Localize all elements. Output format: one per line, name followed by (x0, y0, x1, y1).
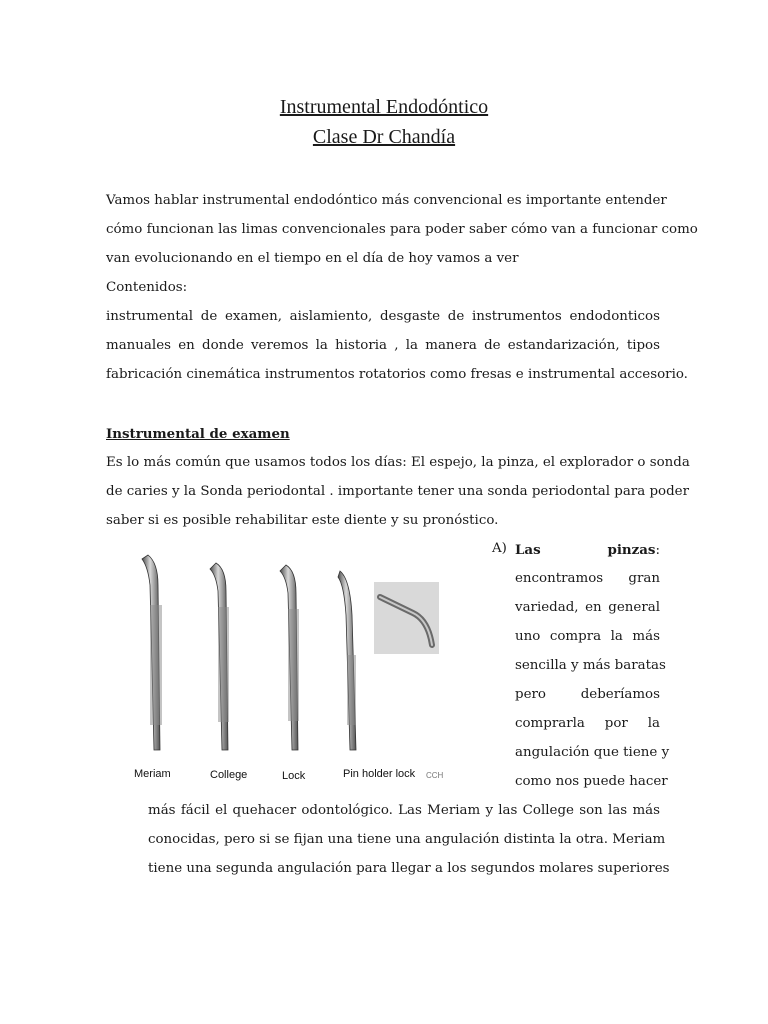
tweezers-illustration (128, 545, 448, 790)
label-college: College (210, 769, 248, 781)
section-heading: Instrumental de examen (106, 426, 290, 442)
continuation-line-2: conocidas, pero si se fijan una tiene una angulación distinta la otra. Meriam (148, 832, 666, 847)
meriam-tweezers-icon (142, 555, 162, 750)
item-line-2: variedad, en general (515, 600, 660, 615)
college-tweezers-icon (210, 563, 229, 750)
contents-line-3: fabricación cinemática instrumentos rotatorios como fresas e instrumental accesorio. (106, 367, 688, 382)
label-pin-holder-lock: Pin holder lock (343, 768, 416, 780)
contents-line-1: instrumental de examen, aislamiento, desgaste de instrumentos endodonticos (106, 309, 660, 324)
document-title: Instrumental Endodóntico (279, 96, 489, 118)
item-colon: : (655, 543, 660, 558)
contents-label: Contenidos: (106, 280, 188, 295)
item-line-4: sencilla y más baratas (515, 658, 666, 673)
label-lock: Lock (282, 770, 306, 782)
intro-line-3: van evolucionando en el tiempo en el día de hoy vamos a ver (106, 251, 519, 266)
label-meriam: Meriam (134, 768, 171, 780)
item-heading (515, 541, 660, 560)
item-line-7: angulación que tiene y (515, 745, 670, 760)
section-line-3: saber si es posible rehabilitar este diente y su pronóstico. (106, 513, 499, 528)
section-line-2: de caries y la Sonda periodontal . importante tener una sonda periodontal para poder (106, 484, 689, 499)
item-line-6: comprarla por la (515, 716, 660, 731)
item-bold-word-2: pinzas (607, 542, 656, 558)
section-line-1: Es lo más común que usamos todos los días: El espejo, la pinza, el explorador o sonda (106, 455, 690, 470)
item-line-8: como nos puede hacer (515, 774, 668, 789)
document-subtitle: Clase Dr Chandía (312, 126, 456, 148)
item-bold-word-1: Las (515, 542, 541, 558)
tweezers-figure (128, 545, 448, 790)
item-line-5: pero deberíamos (515, 687, 660, 702)
lock-tweezers-icon (280, 565, 299, 750)
watermark-text: CCH (426, 771, 444, 780)
pin-holder-lock-tweezers-icon (338, 571, 356, 750)
item-line-1: encontramos gran (515, 571, 660, 586)
continuation-line-1: más fácil el quehacer odontológico. Las Meriam y las College son las más (148, 803, 660, 818)
item-marker: A) (492, 541, 507, 556)
contents-line-2: manuales en donde veremos la historia , la manera de estandarización, tipos (106, 338, 660, 353)
continuation-line-3: tiene una segunda angulación para llegar a los segundos molares superiores (148, 861, 670, 876)
item-line-3: uno compra la más (515, 629, 660, 644)
intro-line-2: cómo funcionan las limas convencionales para poder saber cómo van a funcionar como (106, 222, 698, 237)
intro-line-1: Vamos hablar instrumental endodóntico más convencional es importante entender (106, 193, 667, 208)
item-bold-term (607, 541, 660, 560)
